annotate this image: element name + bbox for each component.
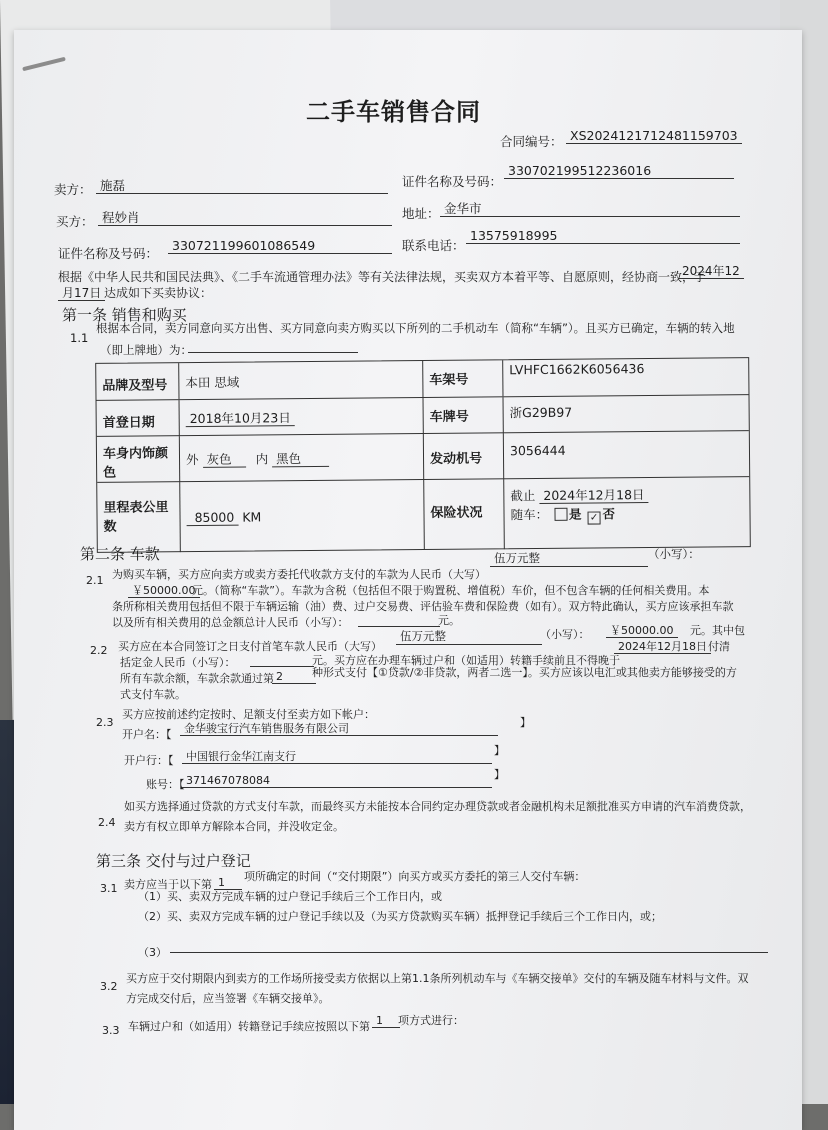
- clause-3-2-line2: 方完成交付后，应当签署《车辆交接单》。: [126, 992, 330, 1005]
- total-amount-blank: [358, 614, 440, 627]
- table-row: [96, 358, 748, 400]
- article-2-title: 第二条 车款: [80, 545, 160, 563]
- clause-2-2-line2b: 元。买方应在办理车辆过户和（如适用）转籍手续前且不得晚于: [312, 654, 620, 667]
- bracket-close-2: 】: [494, 744, 505, 757]
- clause-2-4-line1: 如买方选择通过贷款的方式支付车款，而最终买方未能按本合同约定办理贷款或者金融机构未足额批准买方申请的汽车消费贷款，: [124, 800, 751, 813]
- table-row: [97, 430, 749, 483]
- interior-color: 黑色: [272, 451, 329, 467]
- clause-2-1-line1: 为购买车辆，买方应向卖方或卖方委托代收款方支付的车款为人民币（大写）: [112, 568, 486, 581]
- insurance-until-prefix: 截止: [510, 488, 536, 504]
- interior-prefix: 内: [255, 451, 269, 467]
- clause-3-2-line1: 买方应于交付期限内到卖方的工作场所接受卖方依据以上第1.1条所列机动车与《车辆交接单》交付的车辆及随车材料与文件。双: [126, 972, 749, 985]
- clause-3-3-line1: 车辆过户和（如适用）转籍登记手续应按照以下第: [128, 1020, 370, 1033]
- checkbox-yes-label: 是: [568, 506, 582, 522]
- clause-2-3-number: 2.3: [96, 716, 114, 729]
- phone-value: 13575918995: [466, 228, 740, 244]
- clause-2-2-line2: 括定金人民币（小写）：: [120, 656, 236, 669]
- clause-2-3-text: 买方应按前述约定按时、足额支付至卖方如下帐户：: [122, 708, 375, 721]
- buyer-name: 程妙肖: [98, 210, 392, 226]
- buyer-id-label: 证件名称及号码：: [58, 246, 159, 261]
- destination-blank: [188, 340, 358, 353]
- clause-2-2-line4: 式支付车款。: [120, 688, 186, 701]
- clause-3-1-line1b: 项所确定的时间（“交付期限”）向买方或买方委托的第三人交付车辆：: [244, 870, 586, 883]
- brand-value: 本田 思域: [178, 361, 422, 399]
- checkbox-yes: [554, 507, 567, 520]
- clause-2-2-line3: 所有车款余额，车款余款通过第: [120, 672, 274, 685]
- clause-2-2-amount: ￥50000.00: [606, 624, 678, 638]
- insurance-with-car-label: 随车：: [510, 506, 549, 522]
- clause-2-1-amount: ￥50000.00: [128, 584, 200, 598]
- preamble-line2: 达成如下买卖协议：: [104, 286, 213, 300]
- seller-label: 卖方：: [54, 182, 92, 197]
- clause-2-2-line1-end: 元。其中包: [690, 624, 745, 637]
- brand-label: 品牌及型号: [102, 378, 168, 394]
- mileage-unit: KM: [242, 509, 262, 525]
- buyer-id: 330721199601086549: [168, 238, 392, 254]
- color-label: 车身内饰颜色: [102, 446, 169, 481]
- clause-2-1-number: 2.1: [86, 574, 104, 587]
- bank-name: 中国银行金华江南支行: [182, 750, 492, 764]
- clause-3-3-line1b: 项方式进行：: [398, 1014, 464, 1027]
- address-label: 地址：: [402, 206, 440, 221]
- clause-2-2-number: 2.2: [90, 644, 108, 657]
- clause-2-2-date: 2024年12月18日: [614, 640, 711, 654]
- clause-2-1-end: 元。: [438, 614, 460, 627]
- clause-2-1-line4: 以及所有相关费用的总金额总计人民币（小写）：: [112, 616, 349, 629]
- seller-id-label: 证件名称及号码：: [402, 174, 503, 189]
- clause-3-1-choice: 1: [214, 876, 242, 890]
- vehicle-table: [95, 357, 751, 553]
- engine-label: 发动机号: [423, 433, 503, 480]
- vin-label: 车架号: [422, 360, 502, 397]
- preamble-date-b: 月17日: [58, 286, 105, 301]
- preamble-date-a: 2024年12: [678, 264, 744, 279]
- buyer-label: 买方：: [56, 214, 94, 229]
- clause-1-1-text: 根据本合同，卖方同意向买方出售、买方同意向卖方购买以下所列的二手机动车（简称“车辆”）。且买方已确定，车辆的转入地: [96, 321, 735, 335]
- exterior-color: 灰色: [202, 452, 245, 468]
- insurance-until-date: 2024年12月18日: [539, 487, 648, 504]
- clause-2-4-number: 2.4: [98, 816, 116, 829]
- table-row: [97, 476, 750, 553]
- bracket-close-3: 】: [494, 768, 505, 781]
- clause-3-3-number: 3.3: [102, 1024, 120, 1037]
- seller-name: 施磊: [96, 178, 388, 194]
- seller-id: 330702199512236016: [504, 163, 734, 179]
- clause-2-2-amount-cn: 伍万元整: [396, 630, 542, 645]
- article-3-title: 第三条 交付与过户登记: [96, 852, 251, 870]
- contract-title: 二手车销售合同: [306, 98, 481, 126]
- clause-3-2-number: 3.2: [100, 980, 118, 993]
- preamble-line1: 根据《中华人民共和国民法典》、《二手车流通管理办法》等有关法律法规，买卖双方本着平等、自愿原则，经协商一致，于: [58, 270, 707, 284]
- account-owner-label: 开户名：【: [122, 728, 172, 741]
- account-owner: 金华骏宝行汽车销售服务有限公司: [180, 722, 498, 736]
- insurance-label: 保险状况: [423, 479, 504, 550]
- mileage-label: 里程表公里数: [103, 500, 169, 535]
- account-number-label: 账号：【: [146, 778, 185, 791]
- contract-number-label: 合同编号：: [500, 134, 563, 149]
- clause-3-3-choice: 1: [372, 1014, 400, 1028]
- clause-2-2-line3b: 种形式支付【①贷款/②非贷款，两者二选一】。买方应该以电汇或其他卖方能够接受的方: [312, 666, 737, 679]
- clause-3-1-option1: （1）买、卖双方完成车辆的过户登记手续后三个工作日内，或: [138, 890, 442, 903]
- reg-date-label: 首登日期: [102, 415, 155, 431]
- clause-2-4-line2: 卖方有权立即单方解除本合同，并没收定金。: [124, 820, 344, 833]
- phone-label: 联系电话：: [402, 238, 465, 253]
- checkbox-no-label: 否: [602, 506, 616, 522]
- contract-number: XS2024121712481159703: [566, 128, 742, 144]
- address-value: 金华市: [440, 201, 740, 217]
- clause-3-1-number: 3.1: [100, 882, 118, 895]
- clause-2-1-line2: 元。（简称“车款”）。车款为含税（包括但不限于购置税、增值税）车价，但不包含车辆的任何相关费用。本: [192, 584, 710, 597]
- engine-value: 3056444: [503, 431, 749, 479]
- exterior-prefix: 外: [185, 451, 199, 468]
- reg-date-value: 2018年10月23日: [186, 410, 295, 427]
- article-1-title: 第一条 销售和购买: [62, 306, 187, 324]
- account-number: 371467078084: [182, 774, 492, 788]
- vin-value: LVHFC1662K6056436: [502, 358, 748, 396]
- clause-2-2-line2c: 付清: [708, 640, 730, 653]
- clause-1-1-text2: （即上牌地）为：: [100, 343, 192, 357]
- clause-2-2-small-label: （小写）：: [540, 628, 590, 641]
- clause-3-1-option2: （2）买、卖双方完成车辆的过户登记手续以及（为买方贷款购买车辆）抵押登记手续后三个工作日内，或；: [138, 910, 662, 923]
- clause-2-2-line1: 买方应在本合同签订之日支付首笔车款人民币（大写）: [118, 640, 382, 653]
- bank-label: 开户行：【: [124, 754, 174, 767]
- clause-3-1-line1: 卖方应当于以下第: [124, 878, 212, 891]
- clause-3-1-option3: （3）: [138, 946, 167, 959]
- clause-2-1-small-label: （小写）：: [648, 547, 700, 561]
- clause-2-1-amount-cn: 伍万元整: [490, 552, 648, 567]
- plate-label: 车牌号: [423, 397, 503, 434]
- mileage-value: 85000: [186, 510, 238, 526]
- checkbox-no-checked: ✓: [587, 511, 600, 524]
- plate-value: 浙G29B97: [502, 395, 748, 433]
- clause-2-2-choice: 2: [272, 670, 316, 684]
- deposit-blank: [250, 654, 314, 667]
- option3-blank: [170, 940, 768, 953]
- clause-1-1-number: 1.1: [70, 331, 89, 345]
- bracket-close-1: 】: [520, 716, 531, 729]
- clause-2-1-line3: 条所称相关费用包括但不限于车辆运输（油）费、过户交易费、评估验车费和保险费（如有）。双方特此确认，买方应该承担车款: [112, 600, 734, 613]
